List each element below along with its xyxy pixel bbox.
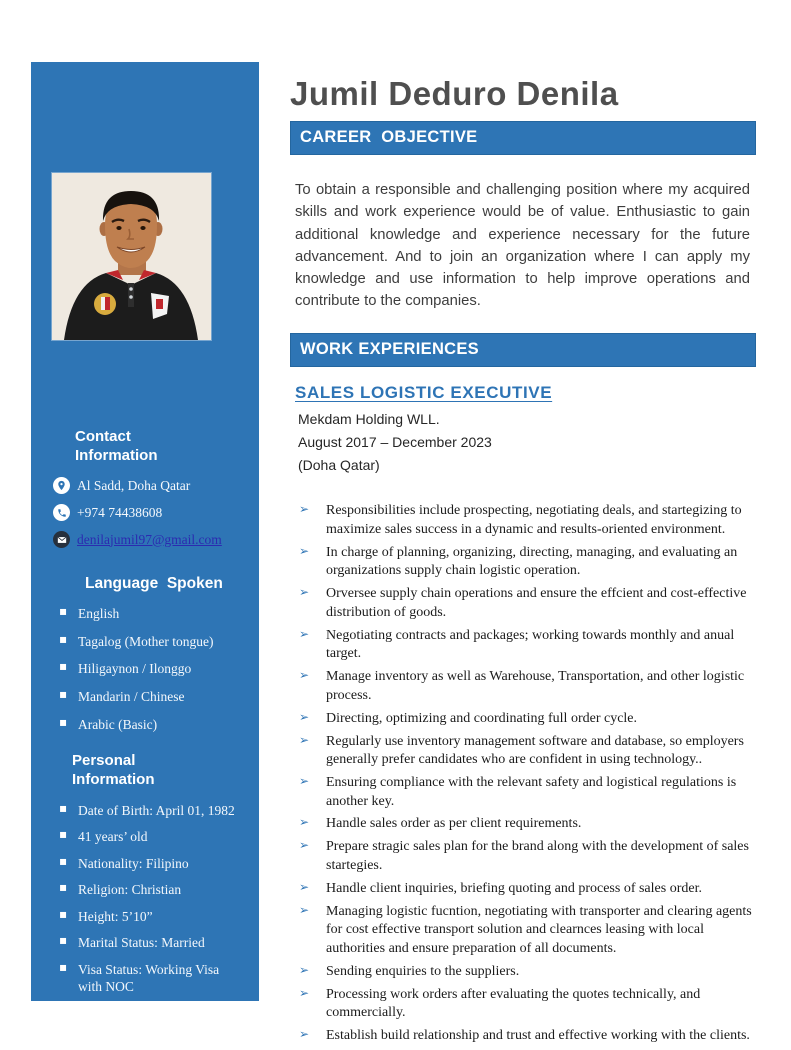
career-objective-header: CAREER OBJECTIVE (290, 121, 756, 155)
job-location: (Doha Qatar) (298, 456, 380, 473)
contact-address: Al Sadd, Doha Qatar (77, 477, 191, 493)
contact-section (31, 428, 259, 558)
personal-item: ▪ Religion: Christian (31, 881, 259, 899)
responsibility-item: ➢ Regularly use inventory management software and database, so employers generally prefer candidates who are confident in using technology.. (326, 733, 756, 770)
responsibility-item: ➢ Directing, optimizing and coordinating full order cycle. (326, 710, 756, 728)
personal-item: ▪ Visa Status: Working Visa with NOC (31, 961, 259, 996)
responsibility-item: ➢ Establish build relationship and trust and effective working with the clients. (326, 1027, 756, 1045)
contact-email-row (53, 531, 259, 549)
personal-item: ▪ Height: 5’10” (31, 908, 259, 926)
location-pin-icon (53, 477, 70, 494)
personal-item: ▪ Marital Status: Married (31, 934, 259, 952)
personal-section (31, 752, 259, 1005)
language-item: ▪ Tagalog (Mother tongue) (31, 633, 259, 651)
job-period: August 2017 – December 2023 (298, 434, 492, 451)
personal-list (31, 802, 259, 996)
personal-item: ▪ 41 years’ old (31, 828, 259, 846)
responsibility-item: ➢ Responsibilities include prospecting, negotiating deals, and startegizing to maximize sales success in a dynamic and results-oriented environment. (326, 502, 756, 539)
responsibility-item: ➢ Negotiating contracts and packages; working towards monthly and anual target. (326, 627, 756, 664)
responsibility-item: ➢ In charge of planning, organizing, directing, managing, and evaluating an organizations supply chain logistic operation. (326, 544, 756, 581)
contact-phone: +974 74438608 (77, 504, 163, 520)
contact-address-row (53, 477, 259, 495)
page-title: Jumil Deduro Denila (290, 75, 619, 112)
languages-list (31, 605, 259, 733)
email-icon (53, 531, 70, 548)
job-meta (298, 408, 756, 476)
personal-item: ▪ Nationality: Filipino (31, 855, 259, 873)
responsibility-item: ➢ Sending enquiries to the suppliers. (326, 963, 756, 981)
responsibility-item: ➢ Prepare stragic sales plan for the brand along with the development of sales startegies. (326, 838, 756, 875)
languages-heading: Language Spoken (85, 575, 223, 592)
responsibility-item: ➢ Managing logistic fucntion, negotiating with transporter and clearing agents for cost effective transport solution and clearnces leasing with local authorities and ensure preparation of all documents. (326, 903, 756, 958)
language-item: ▪ English (31, 605, 259, 623)
responsibility-item: ➢ Manage inventory as well as Warehouse, Transportation, and other logistic process. (326, 668, 756, 705)
phone-icon (53, 504, 70, 521)
contact-email-link[interactable]: denilajumil97@gmail.com (77, 531, 222, 547)
languages-section (31, 574, 259, 743)
personal-item: ▪ Date of Birth: April 01, 1982 (31, 802, 259, 820)
responsibilities-list (296, 502, 756, 1045)
job-company: Mekdam Holding WLL. (298, 411, 440, 428)
responsibility-item: ➢ Handle client inquiries, briefing quoting and process of sales order. (326, 880, 756, 898)
language-item: ▪ Arabic (Basic) (31, 716, 259, 734)
sidebar (31, 62, 259, 1001)
main-content (290, 76, 756, 1050)
personal-heading: Personal Information (72, 752, 155, 788)
responsibility-item: ➢ Handle sales order as per client requirements. (326, 815, 756, 833)
language-item: ▪ Hiligaynon / Ilonggo (31, 660, 259, 678)
profile-photo (52, 173, 211, 340)
career-objective-text: To obtain a responsible and challenging position where my acquired skills and work experience would be of value. Enthusiastic to gain additional knowledge and experience necessary for the future advancement. And to join an organization where I can apply my knowledge and use information to help improve operations and contribute to the companies. (295, 182, 750, 310)
responsibility-item: ➢ Orversee supply chain operations and ensure the effcient and cost-effective distribution of goods. (326, 585, 756, 622)
contact-phone-row (53, 504, 259, 522)
language-item: ▪ Mandarin / Chinese (31, 688, 259, 706)
contact-heading: Contact Information (75, 428, 158, 464)
responsibility-item: ➢ Processing work orders after evaluating the quotes technically, and commercially. (326, 986, 756, 1023)
job-title: SALES LOGISTIC EXECUTIVE (295, 383, 553, 403)
work-experiences-header: WORK EXPERIENCES (290, 333, 756, 367)
responsibility-item: ➢ Ensuring compliance with the relevant safety and logistical regulations is another key. (326, 774, 756, 811)
portrait-illustration (52, 173, 211, 340)
